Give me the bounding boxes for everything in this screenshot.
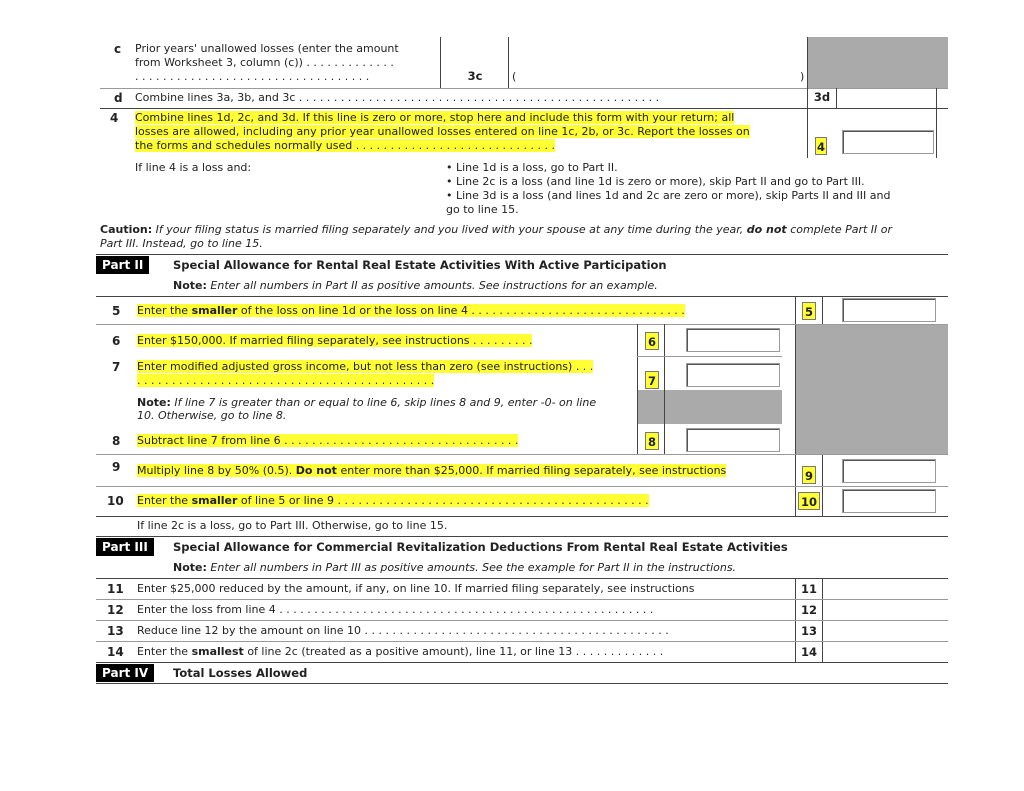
divider <box>440 37 441 88</box>
line-10-pre: Enter the <box>137 494 192 507</box>
part-4-label: Part IV <box>96 664 154 682</box>
line-3d-text: Combine lines 3a, 3b, and 3c . . . . . . . . . . . . . . . . . . . . . . . . . . . . . . . . . . . . . . . . . . . . . . . . . . . . <box>135 91 660 104</box>
caution-text-2: Part III. Instead, go to line 15. <box>100 237 263 250</box>
line-3c-text: Prior years' unallowed losses (enter the amount <box>135 42 399 55</box>
divider <box>96 254 948 255</box>
line-5-bold: smaller <box>191 304 238 317</box>
line-3c-text-2: from Worksheet 3, column (c)) . . . . . . . . . . . . . <box>135 56 394 69</box>
line-4-input[interactable] <box>842 130 934 154</box>
line-13-text: Reduce line 12 by the amount on line 10 . . . . . . . . . . . . . . . . . . . . . . . . . . . . . . . . . . . . . . . . . . . . <box>137 624 669 637</box>
line-9-pre: Multiply line 8 by 50% (0.5). <box>137 464 296 477</box>
line-5-post: of the loss on line 1d or the loss on line 4 . . . . . . . . . . . . . . . . . . . . . . . . . . . . . . . <box>237 304 685 317</box>
line-14-post: of line 2c (treated as a positive amount), line 11, or line 13 . . . . . . . . . . . . . <box>243 645 664 658</box>
line-3c-close-paren: ) <box>800 70 805 83</box>
line-3c-open-paren: ( <box>512 70 517 83</box>
line-4-text-3: the forms and schedules normally used . . . . . . . . . . . . . . . . . . . . . . . . . . . . . <box>135 139 555 152</box>
line-3c-tag: 3c <box>467 69 483 83</box>
divider <box>96 454 948 455</box>
divider <box>96 662 948 663</box>
line-7-note <box>137 396 596 409</box>
line-10-input[interactable] <box>842 489 936 513</box>
bullet-1: • Line 1d is a loss, go to Part II. <box>446 161 618 174</box>
part-3-note-label: Note: <box>173 561 207 574</box>
line-6-input[interactable] <box>686 328 780 352</box>
bullet-3-cont: go to line 15. <box>446 203 519 216</box>
line-7-note-text-2: 10. Otherwise, go to line 8. <box>137 409 287 422</box>
caution-body-2: complete Part II or <box>790 223 893 236</box>
divider <box>96 683 948 684</box>
line-14-text <box>137 645 663 658</box>
line-3d-number: d <box>114 91 123 105</box>
divider <box>936 88 937 108</box>
divider <box>637 356 782 357</box>
line-14-bold: smallest <box>191 645 244 658</box>
line-8-text: Subtract line 7 from line 6 . . . . . . . . . . . . . . . . . . . . . . . . . . . . . . . . . . <box>137 434 519 447</box>
shaded-cell <box>796 324 948 454</box>
line-9-text <box>137 464 726 477</box>
caution-bold: do not <box>746 223 787 236</box>
divider <box>96 536 948 537</box>
line-7-note-label: Note: <box>137 396 171 409</box>
divider <box>96 641 948 642</box>
line-13-number: 13 <box>107 624 124 638</box>
line-6-number: 6 <box>112 334 121 348</box>
line-7-text-2: . . . . . . . . . . . . . . . . . . . . . . . . . . . . . . . . . . . . . . . . . . . <box>137 374 435 387</box>
line-12-input[interactable] <box>824 600 946 619</box>
line-5-number: 5 <box>112 304 121 318</box>
line-4-text-2: losses are allowed, including any prior year unallowed losses entered on line 1c, 2b, or 3c. Report the losses on <box>135 125 750 138</box>
divider <box>96 599 948 600</box>
shaded-cell <box>808 37 948 88</box>
line-9-number: 9 <box>112 460 121 474</box>
line-12-text: Enter the loss from line 4 . . . . . . . . . . . . . . . . . . . . . . . . . . . . . . . . . . . . . . . . . . . . . . . . . . . . . . <box>137 603 654 616</box>
line-9-input[interactable] <box>842 459 936 483</box>
line-5-tag: 5 <box>802 302 816 320</box>
line-3c-number: c <box>114 42 122 56</box>
divider <box>96 324 948 325</box>
bullet-3-text: Line 3d is a loss (and lines 1d and 2c are zero or more), skip Parts II and III and <box>456 189 891 202</box>
part-4-title: Total Losses Allowed <box>173 666 308 680</box>
part-3-title: Special Allowance for Commercial Revitalization Deductions From Rental Real Estate Activities <box>173 540 788 554</box>
line-3d-tag: 3d <box>813 90 831 104</box>
line-5-pre: Enter the <box>137 304 192 317</box>
divider <box>100 108 948 109</box>
line-3d-input[interactable] <box>838 89 934 107</box>
bullet-1-text: Line 1d is a loss, go to Part II. <box>456 161 618 174</box>
divider <box>96 620 948 621</box>
line-6-text: Enter $150,000. If married filing separately, see instructions . . . . . . . . . <box>137 334 533 347</box>
divider <box>836 88 837 108</box>
caution-text <box>100 223 950 236</box>
line-11-input[interactable] <box>824 579 946 598</box>
divider <box>508 37 509 88</box>
line-13-input[interactable] <box>824 621 946 640</box>
line-10-bold: smaller <box>191 494 238 507</box>
line-13-tag: 13 <box>800 624 817 638</box>
caution-label: Caution: <box>100 223 153 236</box>
divider <box>96 486 948 487</box>
line-6-tag: 6 <box>645 332 659 350</box>
bullet-2: • Line 2c is a loss (and line 1d is zero or more), skip Part II and go to Part III. <box>446 175 865 188</box>
line-14-number: 14 <box>107 645 124 659</box>
shaded-cell <box>638 390 782 424</box>
line-7-text: Enter modified adjusted gross income, but not less than zero (see instructions) . . . <box>137 360 594 373</box>
part-3-note-text: Enter all numbers in Part III as positive amounts. See the example for Part II in the instructions. <box>210 561 737 574</box>
line-9-tag: 9 <box>802 466 816 484</box>
divider <box>664 324 665 454</box>
part-3-note <box>173 561 736 574</box>
divider <box>637 324 638 454</box>
line-14-pre: Enter the <box>137 645 192 658</box>
line-14-input[interactable] <box>824 642 946 661</box>
line-11-text: Enter $25,000 reduced by the amount, if any, on line 10. If married filing separately, see instructions <box>137 582 695 595</box>
part-2-note-text: Enter all numbers in Part II as positive amounts. See instructions for an example. <box>210 279 658 292</box>
line-10-text <box>137 494 649 507</box>
part-3-label: Part III <box>96 538 154 556</box>
line-8-input[interactable] <box>686 428 780 452</box>
line-10-tag: 10 <box>798 492 820 510</box>
line-7-tag: 7 <box>645 371 659 389</box>
divider <box>96 296 948 297</box>
line-14-tag: 14 <box>800 645 817 659</box>
line-3c-text-3: . . . . . . . . . . . . . . . . . . . . . . . . . . . . . . . . . . <box>135 70 370 83</box>
line-5-input[interactable] <box>842 298 936 322</box>
line-11-tag: 11 <box>800 582 817 596</box>
line-11-number: 11 <box>107 582 124 596</box>
line-12-tag: 12 <box>800 603 817 617</box>
divider <box>96 578 948 579</box>
bullet-2-text: Line 2c is a loss (and line 1d is zero or more), skip Part II and go to Part III. <box>456 175 865 188</box>
line-4-text: Combine lines 1d, 2c, and 3d. If this line is zero or more, stop here and include this form with your return; all <box>135 111 735 124</box>
part-2-title: Special Allowance for Rental Real Estate Activities With Active Participation <box>173 258 667 272</box>
line-7-note-text: If line 7 is greater than or equal to line 6, skip lines 8 and 9, enter -0- on line <box>174 396 597 409</box>
divider <box>96 516 948 517</box>
part-2-after-text: If line 2c is a loss, go to Part III. Otherwise, go to line 15. <box>137 519 448 532</box>
line-4-if-text: If line 4 is a loss and: <box>135 161 252 174</box>
line-8-tag: 8 <box>645 432 659 450</box>
part-2-label: Part II <box>96 256 149 274</box>
line-9-post: enter more than $25,000. If married filing separately, see instructions <box>336 464 727 477</box>
line-8-number: 8 <box>112 434 121 448</box>
part-2-note-label: Note: <box>173 279 207 292</box>
divider <box>936 108 937 158</box>
line-5-text <box>137 304 685 317</box>
caution-body: If your filing status is married filing separately and you lived with your spouse at any time during the year, <box>155 223 744 236</box>
line-3c-input[interactable] <box>516 38 796 86</box>
line-10-post: of line 5 or line 9 . . . . . . . . . . . . . . . . . . . . . . . . . . . . . . . . . . . . . . . . . . . . . <box>237 494 649 507</box>
line-12-number: 12 <box>107 603 124 617</box>
line-7-input[interactable] <box>686 363 780 387</box>
line-7-number: 7 <box>112 360 121 374</box>
line-9-bold: Do not <box>295 464 337 477</box>
part-2-note <box>173 279 658 292</box>
bullet-3: • Line 3d is a loss (and lines 1d and 2c are zero or more), skip Parts II and III and <box>446 189 891 202</box>
divider <box>807 108 808 158</box>
line-10-number: 10 <box>107 494 124 508</box>
line-4-tag: 4 <box>815 137 827 155</box>
line-4-number: 4 <box>110 111 119 125</box>
